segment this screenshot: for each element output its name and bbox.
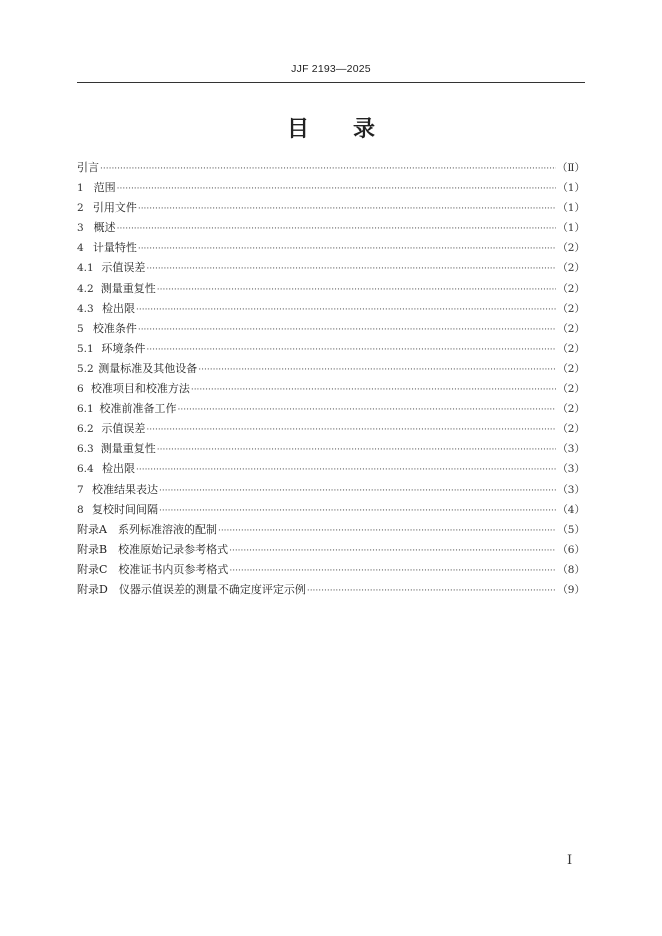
- toc-entry-label: 检出限: [101, 301, 135, 315]
- toc-leader-dots: [157, 440, 557, 460]
- toc-entry-number: 6: [77, 383, 84, 396]
- toc-entry[interactable]: [77, 459, 585, 479]
- toc-entry-label: 范围: [93, 181, 116, 195]
- toc-entry-page: （3）: [557, 483, 585, 496]
- toc-entry[interactable]: [77, 218, 585, 238]
- toc-entry-label: 校准条件: [92, 321, 137, 335]
- toc-entry[interactable]: [77, 540, 585, 560]
- toc-entry-number: 4.3: [77, 302, 94, 315]
- toc-entry-page: （3）: [557, 443, 585, 456]
- toc-entry-page: （2）: [557, 362, 585, 375]
- toc-leader-dots: [117, 179, 557, 199]
- toc-entry-label: 附录D 仪器示值误差的测量不确定度评定示例: [77, 582, 306, 596]
- toc-entry-label: 引用文件: [92, 201, 137, 215]
- toc-leader-dots: [159, 501, 556, 521]
- toc-entry-label: 环境条件: [101, 341, 146, 355]
- toc-entry-page: （Ⅱ）: [556, 162, 585, 174]
- toc-entry[interactable]: [77, 560, 585, 580]
- toc-leader-dots: [198, 360, 556, 380]
- toc-entry-page: （2）: [557, 242, 585, 255]
- toc-entry[interactable]: [77, 379, 585, 399]
- toc-entry-number: 2: [77, 202, 84, 215]
- toc-leader-dots: [146, 420, 556, 440]
- toc-entry-page: （9）: [557, 583, 585, 596]
- toc-entry-label: 测量重复性: [100, 281, 156, 295]
- toc-leader-dots: [138, 199, 556, 219]
- toc-leader-dots: [146, 340, 556, 360]
- toc-leader-dots: [100, 159, 556, 179]
- toc-entry-page: （2）: [557, 322, 585, 335]
- toc-leader-dots: [136, 460, 556, 480]
- document-code-header: JJF 2193—2025: [291, 63, 371, 75]
- toc-entry-number: 4.1: [77, 262, 94, 275]
- toc-entry-label: 校准前准备工作: [99, 402, 177, 416]
- toc-entry-page: （2）: [557, 383, 585, 396]
- toc-entry[interactable]: [77, 520, 585, 540]
- toc-leader-dots: [229, 541, 556, 561]
- toc-entry-label: 测量标准及其他设备: [98, 361, 198, 375]
- toc-entry-label: 附录A 系列标准溶液的配制: [77, 522, 217, 536]
- toc-leader-dots: [146, 259, 556, 279]
- toc-entry-number: 4.2: [77, 282, 94, 295]
- toc-leader-dots: [191, 380, 556, 400]
- toc-entry-label: 引言: [77, 161, 99, 174]
- toc-entry-page: （3）: [557, 463, 585, 476]
- toc-entry-page: （2）: [557, 262, 585, 275]
- toc-entry-number: 8: [77, 503, 84, 516]
- toc-entry-label: 校准结果表达: [92, 482, 159, 496]
- toc-entry[interactable]: [77, 238, 585, 258]
- toc-entry-page: （1）: [557, 202, 585, 215]
- header-rule: [77, 82, 585, 83]
- toc-entry[interactable]: [77, 319, 585, 339]
- toc-leader-dots: [136, 300, 556, 320]
- toc-entry-number: 5.2: [77, 362, 94, 375]
- toc-entry-page: （4）: [557, 503, 585, 516]
- toc-entry-number: 6.2: [77, 423, 94, 436]
- toc-entry-label: 检出限: [101, 462, 135, 476]
- toc-entry-number: 4: [77, 242, 84, 255]
- toc-entry[interactable]: [77, 158, 585, 178]
- toc-entry-page: （2）: [557, 423, 585, 436]
- toc-entry-number: 5: [77, 322, 84, 335]
- toc-entry-label: 测量重复性: [100, 442, 156, 456]
- toc-leader-dots: [229, 561, 556, 581]
- toc-entry[interactable]: [77, 480, 585, 500]
- toc-leader-dots: [138, 239, 556, 259]
- toc-entry-number: 3: [77, 222, 84, 235]
- toc-leader-dots: [307, 581, 556, 601]
- toc-entry-label: 复校时间间隔: [92, 502, 159, 516]
- toc-entry-page: （2）: [557, 282, 585, 295]
- footer-page-number: I: [567, 853, 573, 868]
- toc-entry[interactable]: [77, 198, 585, 218]
- toc-entry-label: 示值误差: [101, 261, 146, 275]
- toc-leader-dots: [218, 521, 556, 541]
- toc-entry-label: 计量特性: [92, 241, 137, 255]
- toc-entry-label: 校准项目和校准方法: [90, 382, 190, 396]
- toc-leader-dots: [159, 481, 556, 501]
- toc-entry-number: 6.3: [77, 443, 94, 456]
- toc-entry-label: 概述: [93, 221, 116, 235]
- toc-entry[interactable]: [77, 580, 585, 600]
- toc-entry-label: 附录B 校准原始记录参考格式: [77, 542, 229, 556]
- toc-entry-page: （5）: [557, 523, 585, 536]
- toc-entry[interactable]: [77, 299, 585, 319]
- toc-leader-dots: [157, 280, 557, 300]
- toc-entry-number: 6.4: [77, 463, 94, 476]
- toc-entry[interactable]: [77, 500, 585, 520]
- toc-entry-page: （8）: [557, 563, 585, 576]
- toc-entry-page: （2）: [557, 403, 585, 416]
- toc-entry-label: 示值误差: [101, 422, 146, 436]
- toc-entry-number: 7: [77, 483, 84, 496]
- toc-entry-page: （6）: [557, 543, 585, 556]
- toc-entry-page: （1）: [557, 222, 585, 235]
- toc-entry-page: （1）: [557, 182, 585, 195]
- toc-leader-dots: [178, 400, 557, 420]
- toc-entry[interactable]: [77, 178, 585, 198]
- page-title: 目录: [286, 117, 419, 142]
- toc-entry-number: 5.1: [77, 342, 94, 355]
- toc-entry-label: 附录C 校准证书内页参考格式: [77, 562, 229, 576]
- toc-entry[interactable]: [77, 279, 585, 299]
- toc-entry[interactable]: [77, 339, 585, 359]
- toc-entry[interactable]: [77, 399, 585, 419]
- toc-entry[interactable]: [77, 359, 585, 379]
- toc-entry[interactable]: [77, 419, 585, 439]
- table-of-contents: [77, 158, 585, 600]
- toc-leader-dots: [138, 320, 556, 340]
- toc-entry-number: 1: [77, 182, 84, 195]
- toc-entry[interactable]: [77, 258, 585, 278]
- toc-leader-dots: [117, 219, 557, 239]
- toc-entry-page: （2）: [557, 302, 585, 315]
- toc-entry[interactable]: [77, 439, 585, 459]
- toc-entry-number: 6.1: [77, 403, 94, 416]
- toc-entry-page: （2）: [557, 342, 585, 355]
